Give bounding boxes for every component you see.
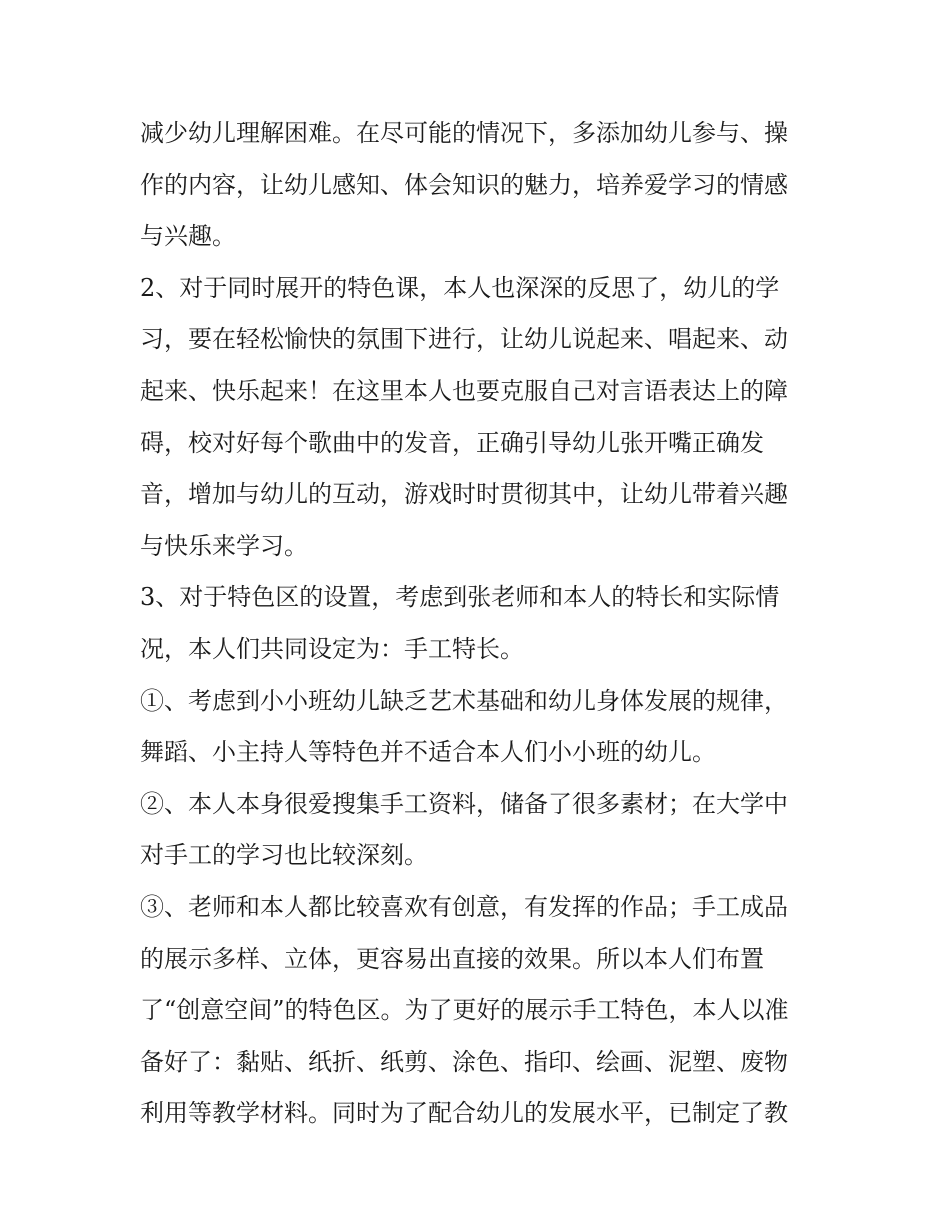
text-line: 况，本人们共同设定为：手工特长。 <box>140 634 524 663</box>
text-line: 碍，校对好每个歌曲中的发音，正确引导幼儿张开嘴正确发 <box>140 428 764 457</box>
text-line: 利用等教学材料。同时为了配合幼儿的发展水平，已制定了教 <box>140 1099 788 1128</box>
text-line: 习，要在轻松愉快的氛围下进行，让幼儿说起来、唱起来、动 <box>140 325 788 354</box>
text-line: 与兴趣。 <box>140 222 236 251</box>
text-line: ①、考虑到小小班幼儿缺乏艺术基础和幼儿身体发展的规律， <box>140 686 788 715</box>
text-line: 备好了：黏贴、纸折、纸剪、涂色、指印、绘画、泥塑、废物 <box>140 1047 788 1076</box>
text-line: ③、老师和本人都比较喜欢有创意，有发挥的作品；手工成品 <box>140 892 788 921</box>
text-line: 起来、快乐起来！在这里本人也要克服自己对言语表达上的障 <box>140 376 788 405</box>
text-line: 3、对于特色区的设置，考虑到张老师和本人的特长和实际情 <box>140 583 780 612</box>
text-line: 作的内容，让幼儿感知、体会知识的魅力，培养爱学习的情感 <box>140 170 788 199</box>
text-line: 对手工的学习也比较深刻。 <box>140 841 428 870</box>
text-line: 舞蹈、小主持人等特色并不适合本人们小小班的幼儿。 <box>140 738 716 767</box>
text-line: 的展示多样、立体，更容易出直接的效果。所以本人们布置 <box>140 944 764 973</box>
document-body <box>140 108 820 1140</box>
text-line: 了“创意空间”的特色区。为了更好的展示手工特色，本人以准 <box>140 996 789 1025</box>
text-line: ②、本人本身很爱搜集手工资料，储备了很多素材；在大学中 <box>140 789 788 818</box>
text-line: 减少幼儿理解困难。在尽可能的情况下，多添加幼儿参与、操 <box>140 119 788 147</box>
text-line: 与快乐来学习。 <box>140 531 308 560</box>
text-line: 音，增加与幼儿的互动，游戏时时贯彻其中，让幼儿带着兴趣 <box>140 480 788 509</box>
text-line: 2、对于同时展开的特色课，本人也深深的反思了，幼儿的学 <box>140 273 780 302</box>
